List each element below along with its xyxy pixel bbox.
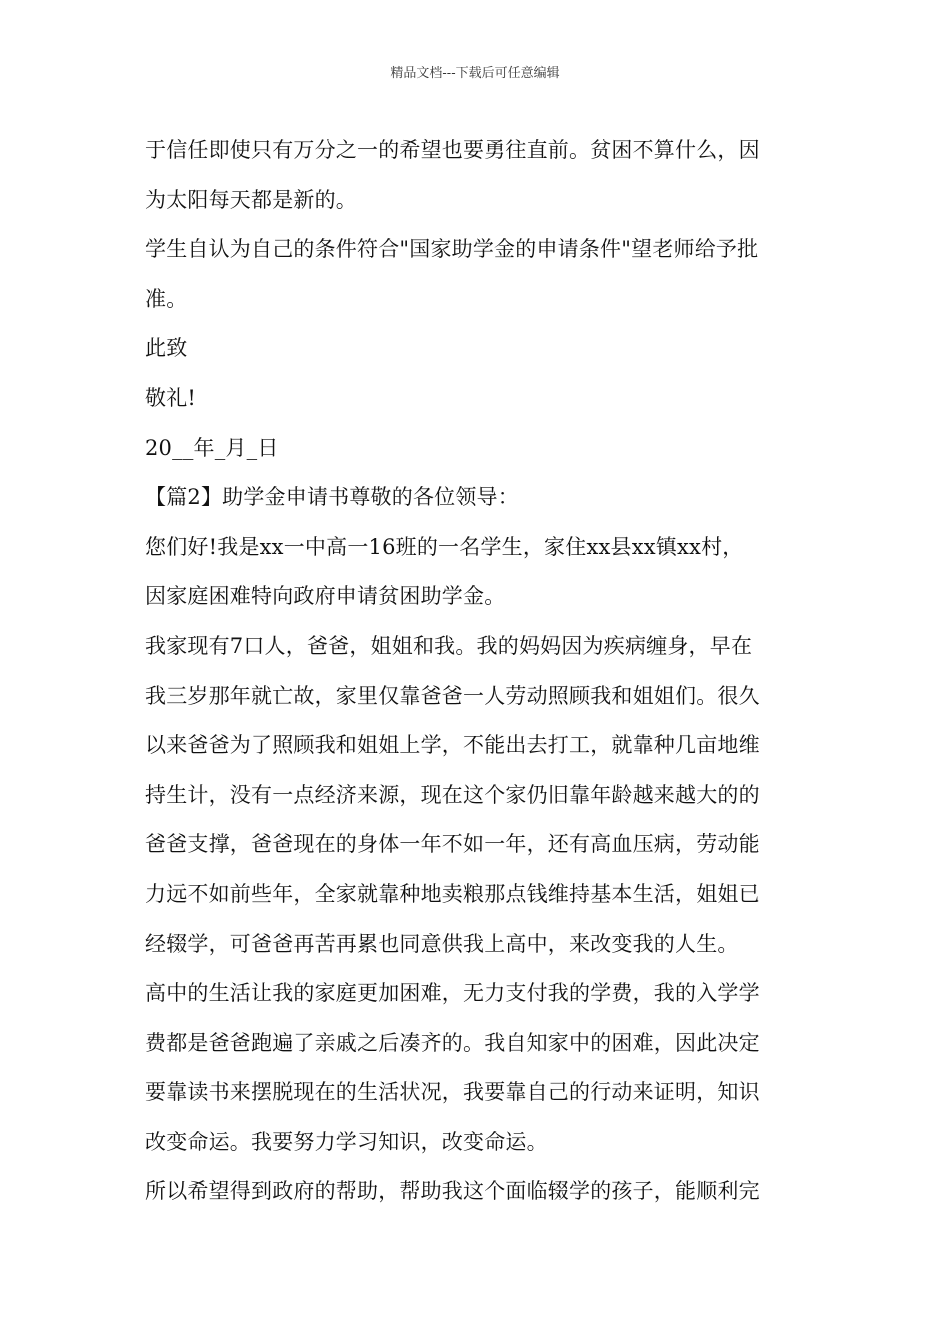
salutation: 敬礼! [145,385,197,410]
text-line: 为太阳每天都是新的。 [145,187,357,212]
text-line: 学生自认为自己的条件符合"国家助学金的申请条件"望老师给予批 [145,237,759,262]
closing-phrase: 此致 [145,336,188,361]
text-line: 力远不如前些年，全家就靠种地卖粮那点钱维持基本生活，姐姐已 [145,881,760,906]
text-line: 因家庭困难特向政府申请贫困助学金。 [145,584,506,609]
text-line: 您们好!我是xx一中高一16班的一名学生，家住xx县xx镇xx村， [145,534,744,559]
text-line: 所以希望得到政府的帮助，帮助我这个面临辍学的孩子，能顺利完 [145,1179,760,1204]
text-line: 于信任即使只有万分之一的希望也要勇往直前。贫困不算什么，因 [145,138,760,162]
text-line: 以来爸爸为了照顾我和姐姐上学，不能出去打工，就靠种几亩地维 [145,733,760,758]
date-line: 20__年_月_日 [145,435,279,460]
page-header: 精品文档---下载后可任意编辑 [390,66,560,81]
text-line: 持生计，没有一点经济来源，现在这个家仍旧靠年龄越来越大的的 [145,782,760,807]
text-line: 改变命运。我要努力学习知识，改变命运。 [145,1129,548,1154]
document-body [145,126,810,1217]
text-line: 要靠读书来摆脱现在的生活状况，我要靠自己的行动来证明，知识 [145,1080,760,1105]
section-heading: 【篇2】助学金申请书尊敬的各位领导： [145,485,519,510]
text-line: 准。 [145,286,188,311]
text-line: 爸爸支撑，爸爸现在的身体一年不如一年，还有高血压病，劳动能 [145,832,760,857]
text-line: 我三岁那年就亡故，家里仅靠爸爸一人劳动照顾我和姐姐们。很久 [145,683,760,708]
text-line: 经辍学，可爸爸再苦再累也同意供我上高中，来改变我的人生。 [145,931,739,956]
text-line: 费都是爸爸跑遍了亲戚之后凑齐的。我自知家中的困难，因此决定 [145,1030,760,1055]
text-line: 高中的生活让我的家庭更加困难，无力支付我的学费，我的入学学 [145,981,760,1006]
text-line: 我家现有7口人，爸爸，姐姐和我。我的妈妈因为疾病缠身，早在 [145,633,753,658]
